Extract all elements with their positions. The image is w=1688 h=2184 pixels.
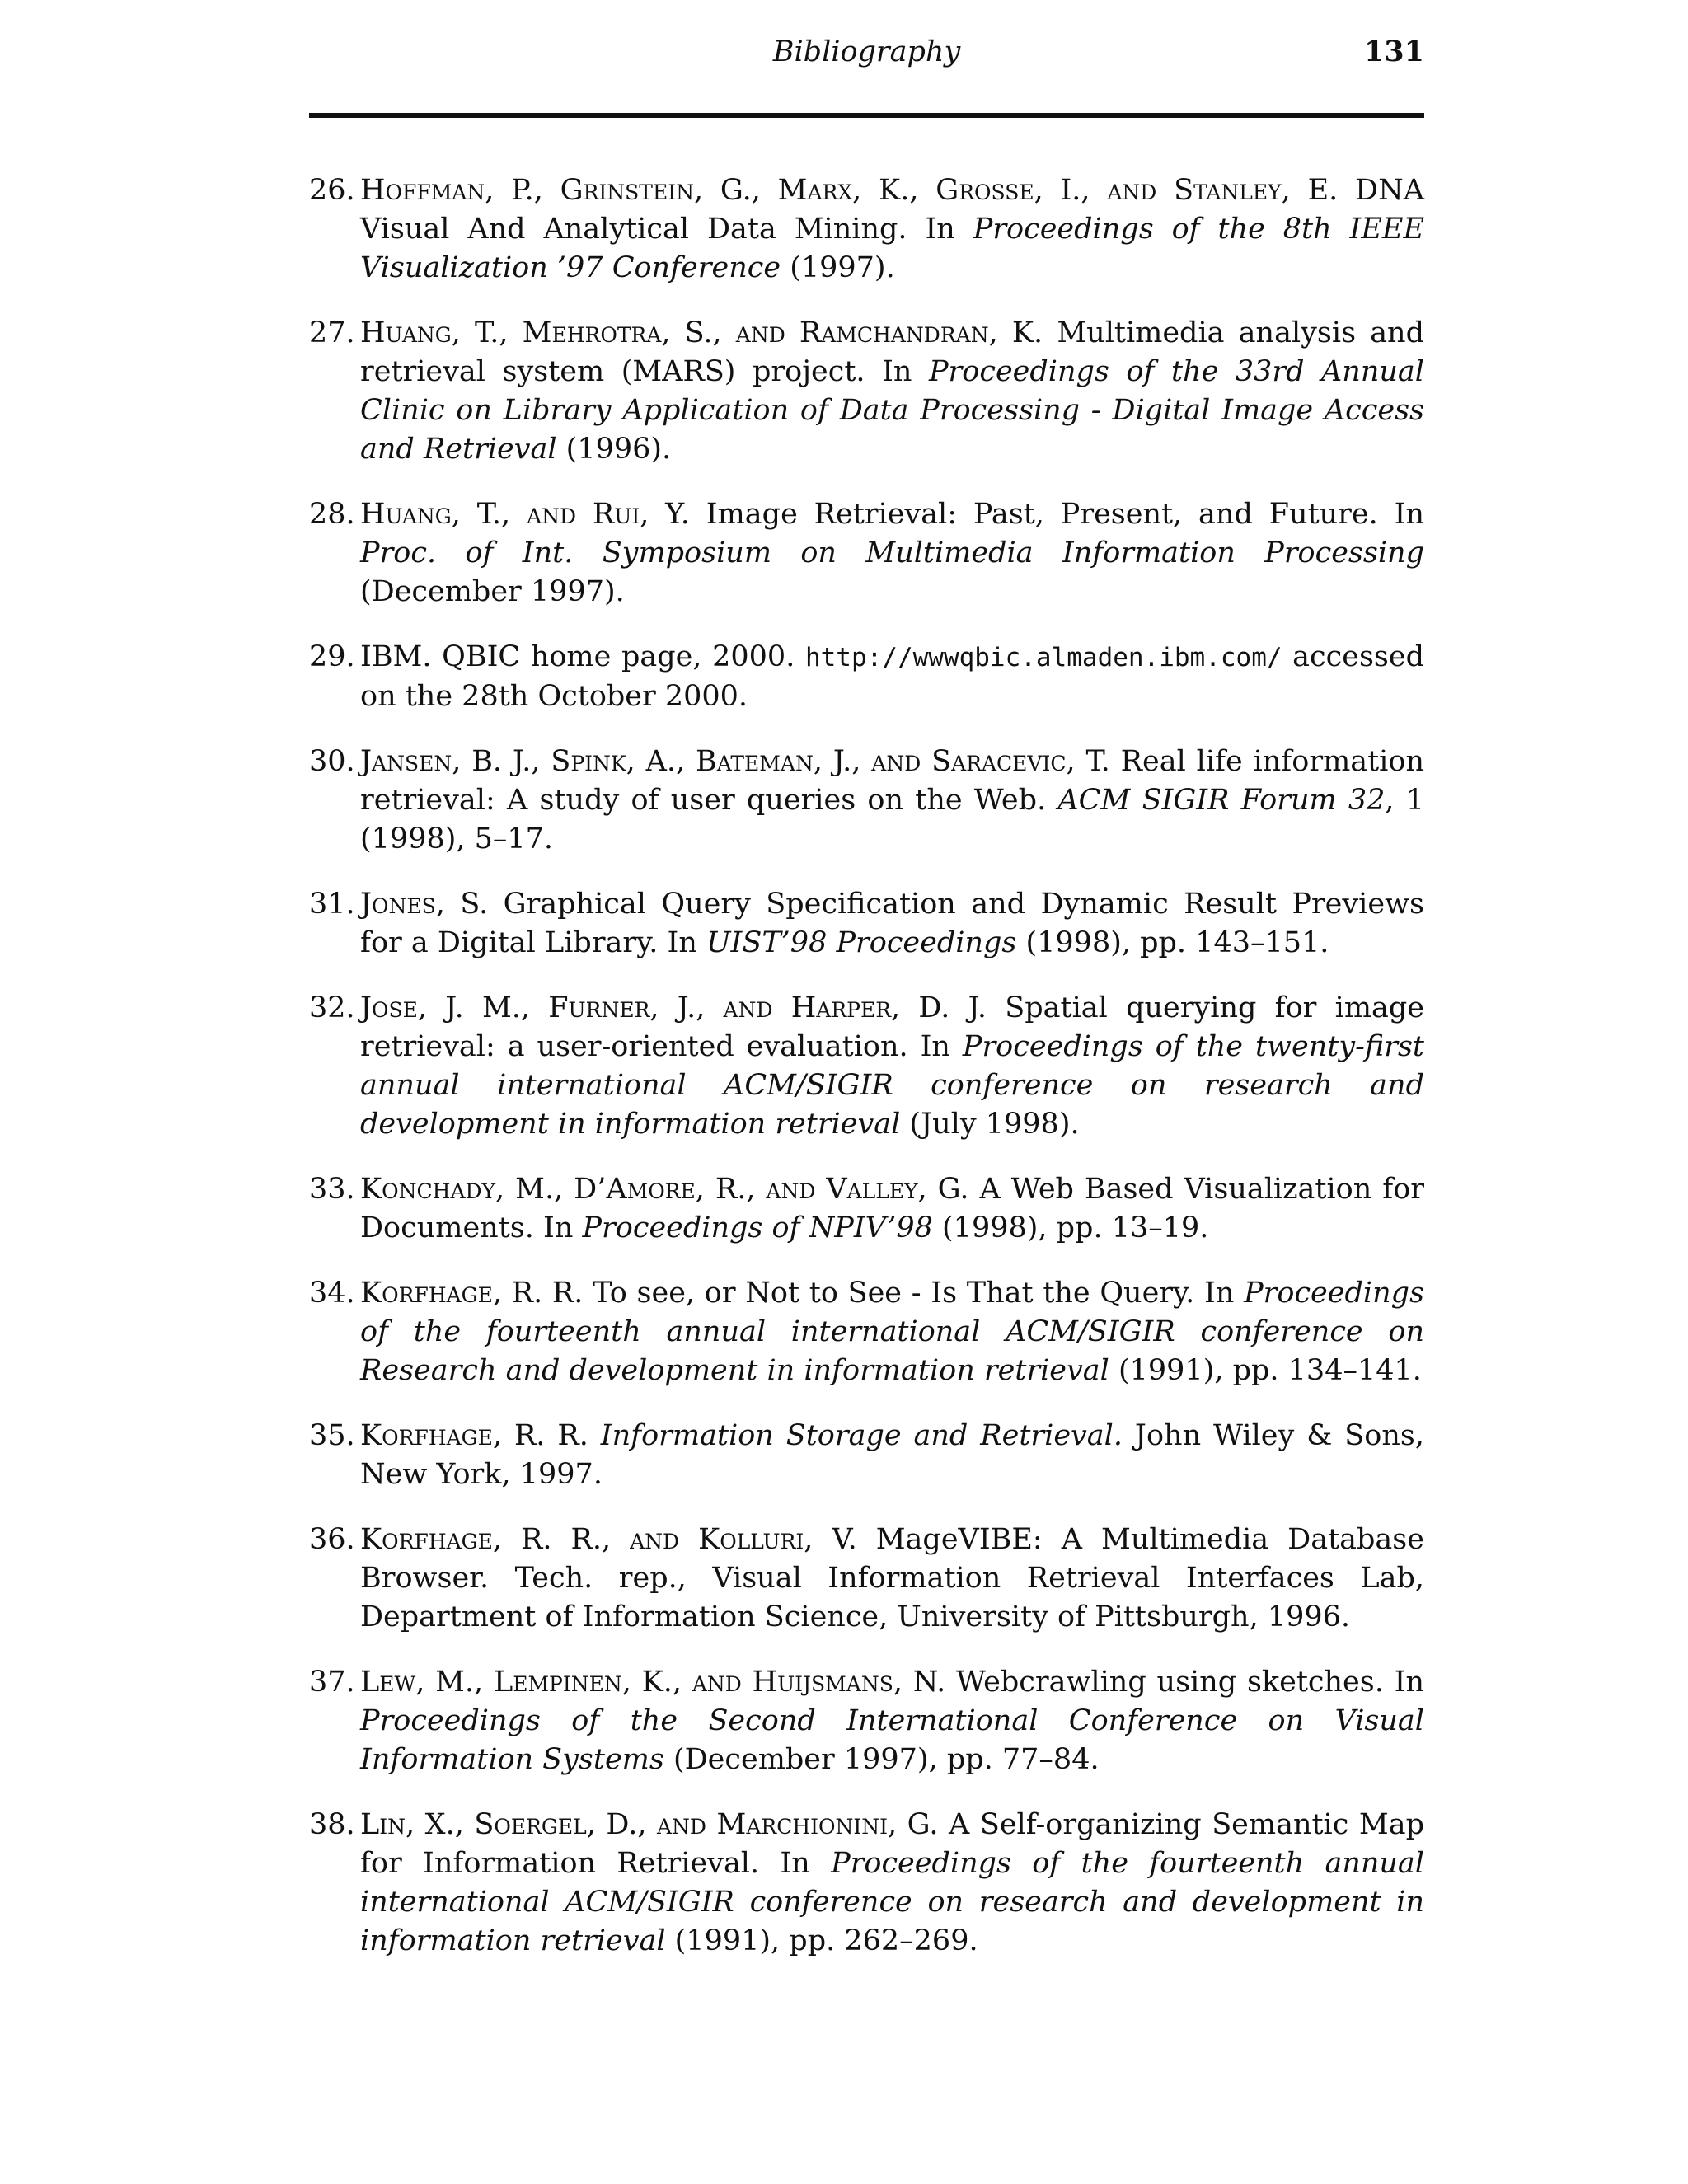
entry-url[interactable]: http://wwwqbic.almaden.ibm.com/ [804, 643, 1282, 673]
entry-number: 31. [309, 888, 355, 921]
entry-venue: Proceedings of NPIV’98 [582, 1212, 933, 1244]
entry-text: To see, or Not to See - Is That the Query. In [583, 1277, 1245, 1310]
bibliography-entry [309, 743, 1424, 859]
entry-text: (1997). [781, 251, 895, 284]
running-title: Bibliography [772, 35, 961, 68]
entry-text: (December 1997). [360, 575, 625, 608]
entry-authors: Hoffman, P., Grinstein, G., Marx, K., Grosse, I., and Stanley, E. [360, 174, 1339, 207]
entry-text [588, 1419, 601, 1452]
entry-venue: UIST’98 Proceedings [706, 926, 1017, 959]
entry-number: 30. [309, 745, 355, 778]
entry-text: Spatial querying for image retrieval: a user-oriented evaluation. In [360, 991, 1424, 1063]
entry-authors: Korfhage, R. R. [360, 1419, 588, 1452]
entry-number: 29. [309, 640, 355, 673]
entry-venue: Information Storage and Retrieval. [600, 1419, 1123, 1452]
entry-authors: Konchady, M., D’Amore, R., and Valley, G. [360, 1173, 969, 1206]
entry-authors: Huang, T., Mehrotra, S., and Ramchandran, K. [360, 316, 1043, 349]
entry-venue: Proceedings of the 8th IEEE Visualization ’97 Conference [360, 213, 1424, 284]
entry-text: , 1 (1998), 5–17. [360, 784, 1424, 855]
bibliography-entry [309, 1663, 1424, 1779]
entry-text: Image Retrieval: Past, Present, and Future. In [689, 498, 1424, 531]
bibliography-entry [309, 314, 1424, 469]
entry-text: (1998), pp. 143–151. [1016, 926, 1329, 959]
entry-text: A Self-organizing Semantic Map for Information Retrieval. In [360, 1808, 1424, 1880]
entry-authors: Lew, M., Lempinen, K., and Huijsmans, N. [360, 1666, 946, 1699]
entry-number: 37. [309, 1666, 355, 1699]
page-number: 131 [1363, 35, 1424, 68]
entry-venue: Proceedings of the fourteenth annual international ACM/SIGIR conference on research and development in information retrieval [360, 1847, 1424, 1957]
entry-text: QBIC home page, 2000. [431, 640, 805, 673]
bibliography-entry [309, 1806, 1424, 1961]
entry-authors: Jansen, B. J., Spink, A., Bateman, J., and Saracevic, T. [360, 745, 1110, 778]
header-rule [309, 113, 1424, 118]
bibliography-entry [309, 1521, 1424, 1637]
entry-venue: Proceedings of the Second International Conference on Visual Information Systems [360, 1704, 1424, 1776]
entry-text: DNA Visual And Analytical Data Mining. In [360, 174, 1424, 246]
bibliography-entry [309, 1274, 1424, 1390]
entry-authors: Korfhage, R. R., and Kolluri, V. [360, 1523, 857, 1556]
entry-authors: Lin, X., Soergel, D., and Marchionini, G. [360, 1808, 939, 1841]
bibliography-list [309, 171, 1424, 1987]
entry-text: (1998), pp. 13–19. [932, 1212, 1209, 1244]
bibliography-entry [309, 171, 1424, 288]
entry-venue: ACM SIGIR Forum 32 [1057, 784, 1386, 817]
page-header [309, 31, 1424, 81]
entry-number: 35. [309, 1419, 355, 1452]
entry-text: Graphical Query Specification and Dynamic Result Previews for a Digital Library. In [360, 888, 1424, 959]
entry-text: accessed on the 28th October 2000. [360, 640, 1425, 713]
bibliography-entry [309, 1417, 1424, 1494]
entry-number: 34. [309, 1277, 355, 1310]
bibliography-entry [309, 1170, 1424, 1248]
entry-text: (July 1998). [900, 1108, 1080, 1141]
entry-text: MageVIBE: A Multimedia Database Browser. Tech. rep., Visual Information Retrieval Interfaces Lab, Department of Information Science, University of Pittsburgh, 1996. [360, 1523, 1424, 1633]
entry-text: A Web Based Visualization for Documents. In [360, 1173, 1424, 1244]
entry-authors: Jones, S. [360, 888, 489, 921]
bibliography-entry [309, 495, 1424, 612]
entry-venue: Proc. of Int. Symposium on Multimedia Information Processing [360, 537, 1424, 569]
entry-number: 38. [309, 1808, 355, 1841]
entry-authors: Jose, J. M., Furner, J., and Harper, D. J. [360, 991, 987, 1024]
entry-text: John Wiley & Sons, New York, 1997. [360, 1419, 1424, 1491]
entry-authors: IBM. [360, 640, 432, 673]
entry-venue: Proceedings of the twenty-first annual international ACM/SIGIR conference on research and development in information retrieval [360, 1030, 1424, 1141]
entry-number: 28. [309, 498, 355, 531]
entry-number: 26. [309, 174, 355, 207]
entry-text: (December 1997), pp. 77–84. [663, 1743, 1100, 1776]
entry-text: (1991), pp. 262–269. [665, 1924, 978, 1957]
entry-number: 27. [309, 316, 355, 349]
entry-text: Multimedia analysis and retrieval system (MARS) project. In [360, 316, 1425, 388]
entry-venue: Proceedings of the fourteenth annual international ACM/SIGIR conference on Research and development in information retrieval [360, 1277, 1424, 1387]
entry-text: (1996). [556, 433, 672, 466]
bibliography-entry [309, 638, 1424, 716]
entry-venue: Proceedings of the 33rd Annual Clinic on Library Application of Data Processing - Digital Image Access and Retrieval [360, 355, 1424, 466]
bibliography-entry [309, 989, 1424, 1144]
entry-number: 36. [309, 1523, 355, 1556]
entry-authors: Huang, T., and Rui, Y. [360, 498, 690, 531]
entry-number: 33. [309, 1173, 355, 1206]
entry-text: Real life information retrieval: A study of user queries on the Web. [360, 745, 1424, 817]
entry-text: Webcrawling using sketches. In [945, 1666, 1424, 1699]
entry-text: (1991), pp. 134–141. [1109, 1354, 1422, 1387]
entry-authors: Korfhage, R. R. [360, 1277, 584, 1310]
entry-number: 32. [309, 991, 355, 1024]
bibliography-entry [309, 885, 1424, 963]
